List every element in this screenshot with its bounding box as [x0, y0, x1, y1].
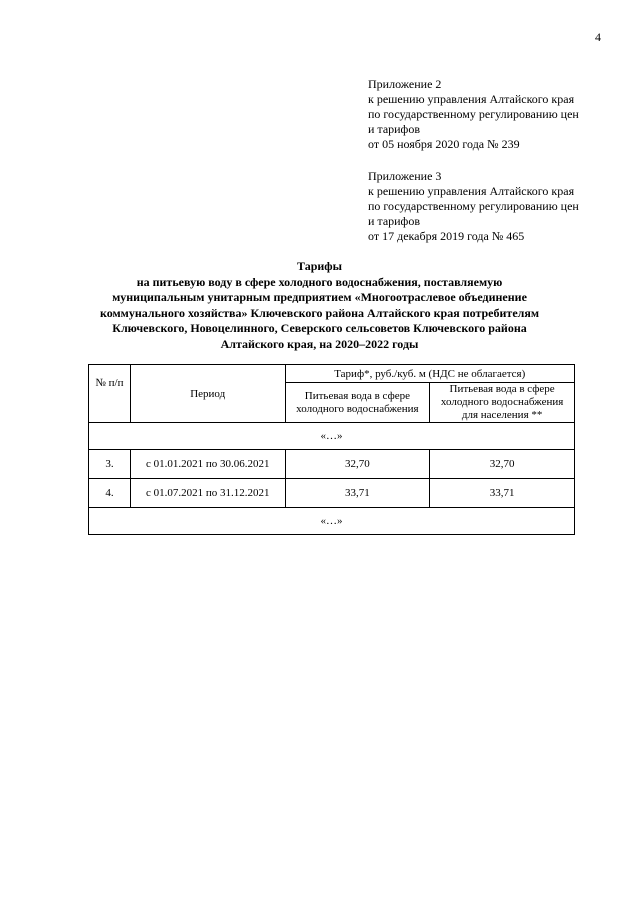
- appendix-2-line: и тарифов: [368, 122, 421, 136]
- appendix-3-line: Приложение 3: [368, 169, 442, 183]
- title-line: Тарифы: [297, 259, 342, 273]
- row-period-cell: с 01.07.2021 по 31.12.2021: [130, 479, 285, 508]
- appendix-2-line: по государственному регулированию цен: [368, 107, 579, 121]
- title-line: Алтайского края, на 2020–2022 годы: [220, 336, 419, 351]
- row-period-cell: с 01.01.2021 по 30.06.2021: [130, 450, 285, 479]
- header-tariff-1: Питьевая вода в сфере холодного водоснабжения: [285, 383, 430, 423]
- row-tariff-1-cell: 32,70: [285, 450, 430, 479]
- table-row: [89, 479, 575, 508]
- row-tariff-2-cell: 33,71: [430, 479, 575, 508]
- table-ellipsis-row: [89, 423, 575, 450]
- table-ellipsis-row: [89, 508, 575, 535]
- table-header-row: [89, 365, 575, 383]
- row-tariff-2-cell: 32,70: [430, 450, 575, 479]
- appendix-3-line: от 17 декабря 2019 года № 465: [368, 229, 525, 243]
- header-period: Период: [130, 365, 285, 423]
- appendix-2-line: от 05 ноября 2020 года № 239: [368, 137, 520, 151]
- appendix-2-block: [368, 77, 618, 152]
- appendix-3-line: и тарифов: [368, 214, 421, 228]
- appendix-3-line: по государственному регулированию цен: [368, 199, 579, 213]
- header-num: № п/п: [89, 365, 131, 423]
- appendix-2-line: Приложение 2: [368, 77, 442, 91]
- page-number: 4: [595, 30, 601, 44]
- appendix-3-block: [368, 169, 618, 244]
- appendix-2-line: к решению управления Алтайского края: [368, 92, 575, 106]
- row-num-cell: 3.: [89, 450, 131, 479]
- table-row: [89, 450, 575, 479]
- header-tariff-2: Питьевая вода в сфере холодного водоснабжения для населения **: [430, 383, 575, 423]
- ellipsis-cell: «…»: [89, 423, 575, 450]
- title-line: на питьевую воду в сфере холодного водоснабжения, поставляемую: [136, 274, 503, 289]
- tariffs-table: [88, 364, 575, 535]
- row-num-cell: 4.: [89, 479, 131, 508]
- row-tariff-1-cell: 33,71: [285, 479, 430, 508]
- document-title: [88, 259, 551, 352]
- header-tariff-group: Тариф*, руб./куб. м (НДС не облагается): [285, 365, 574, 383]
- ellipsis-cell: «…»: [89, 508, 575, 535]
- title-line: Ключевского, Новоцелинного, Северского сельсоветов Ключевского района: [112, 321, 527, 335]
- title-line: коммунального хозяйства» Ключевского района Алтайского края потребителям: [99, 305, 540, 320]
- title-line: муниципальным унитарным предприятием «Многоотраслевое объединение: [112, 290, 527, 304]
- appendix-3-line: к решению управления Алтайского края: [368, 184, 575, 198]
